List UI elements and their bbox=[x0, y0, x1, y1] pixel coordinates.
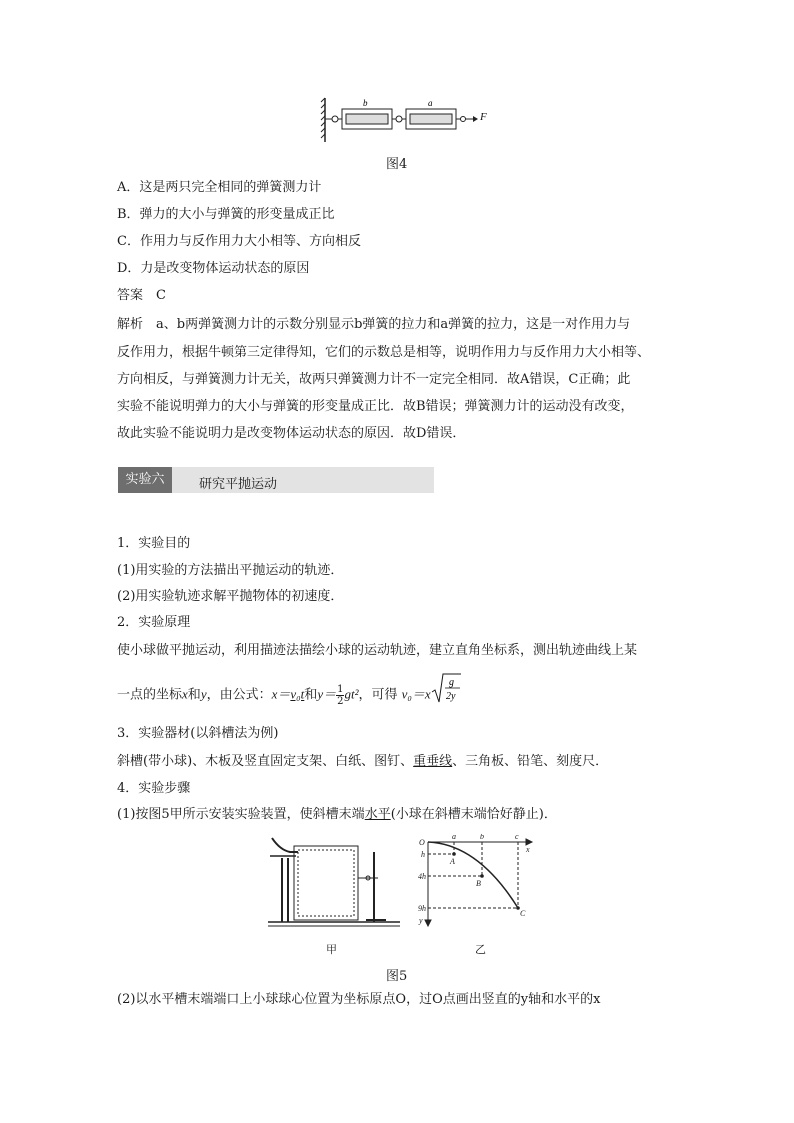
analysis-line-2: 反作用力，根据牛顿第三定律得知，它们的示数总是相等，说明作用力与反作用力大小相等、 bbox=[117, 345, 651, 360]
s2-heading: 2．实验原理 bbox=[117, 615, 191, 630]
section-tag: 实验六 bbox=[118, 467, 172, 493]
s4-step-2: (2)以水平槽末端端口上小球球心位置为坐标原点O，过O点画出竖直的y轴和水平的x bbox=[117, 992, 601, 1007]
option-a: A．这是两只完全相同的弹簧测力计 bbox=[117, 180, 322, 195]
figure-5-caption: 图5 bbox=[386, 969, 408, 984]
analysis-line-4: 实验不能说明弹力的大小与弹簧的形变量成正比．故B错误；弹簧测力计的运动没有改变， bbox=[117, 399, 634, 414]
svg-text:4h: 4h bbox=[418, 872, 426, 881]
figure-5-sub-left: 甲 bbox=[326, 943, 337, 956]
s3-heading: 3．实验器材(以斜槽法为例) bbox=[117, 726, 279, 741]
svg-text:y: y bbox=[419, 916, 423, 925]
section-title: 研究平抛运动 bbox=[199, 477, 278, 492]
s2-formula-line: 一点的坐标x和y，由公式：x＝v₀t和y＝ $\frac{1}{2}$ gt²，可得 v₀＝x g 2y bbox=[117, 672, 461, 706]
answer: 答案 C bbox=[117, 288, 166, 303]
svg-text:2y: 2y bbox=[445, 691, 456, 702]
figure-5-sub-right: 乙 bbox=[475, 943, 486, 956]
svg-text:B: B bbox=[476, 879, 481, 888]
option-d: D．力是改变物体运动状态的原因 bbox=[117, 261, 310, 276]
svg-text:9h: 9h bbox=[418, 904, 426, 913]
svg-text:A: A bbox=[450, 857, 455, 866]
svg-text:C: C bbox=[520, 909, 526, 918]
s4-step-1: (1)按图5甲所示安装实验装置，使斜槽末端水平(小球在斜槽末端恰好静止)． bbox=[117, 807, 557, 822]
figure-4-label-a: a bbox=[428, 98, 433, 108]
option-c: C．作用力与反作用力大小相等、方向相反 bbox=[117, 234, 361, 249]
option-b: B．弹力的大小与弹簧的形变量成正比 bbox=[117, 207, 335, 222]
analysis-line-5: 故此实验不能说明力是改变物体运动状态的原因．故D错误． bbox=[117, 426, 466, 441]
svg-text:g: g bbox=[448, 677, 454, 688]
s1-heading: 1．实验目的 bbox=[117, 536, 191, 551]
svg-text:c: c bbox=[515, 834, 519, 841]
figure-4-label-f: F bbox=[480, 111, 487, 123]
figure-4-label-b: b bbox=[363, 98, 368, 108]
svg-text:h: h bbox=[421, 850, 425, 859]
s1-item-2: (2)用实验轨迹求解平抛物体的初速度． bbox=[117, 589, 344, 604]
s3-materials: 斜槽(带小球)、木板及竖直固定支架、白纸、图钉、重垂线、三角板、铅笔、刻度尺． bbox=[117, 754, 609, 769]
svg-text:x: x bbox=[526, 845, 530, 854]
svg-text:b: b bbox=[480, 834, 484, 841]
figure-4-diagram bbox=[318, 96, 478, 144]
s4-heading: 4．实验步骤 bbox=[117, 781, 191, 796]
svg-text:O: O bbox=[419, 838, 425, 847]
s1-item-1: (1)用实验的方法描出平抛运动的轨迹． bbox=[117, 563, 344, 578]
analysis-line-1: 解析 a、b两弹簧测力计的示数分别显示b弹簧的拉力和a弹簧的拉力，这是一对作用力与 bbox=[117, 317, 631, 332]
svg-text:a: a bbox=[452, 834, 456, 841]
figure-5-apparatus bbox=[266, 832, 402, 928]
analysis-line-3: 方向相反，与弹簧测力计无关，故两只弹簧测力计不一定完全相同．故A错误，C正确；此 bbox=[117, 372, 631, 387]
figure-5-trajectory bbox=[418, 834, 534, 930]
s2-line-1: 使小球做平抛运动，利用描迹法描绘小球的运动轨迹，建立直角坐标系，测出轨迹曲线上某 bbox=[117, 643, 638, 658]
figure-4-caption: 图4 bbox=[386, 157, 408, 172]
